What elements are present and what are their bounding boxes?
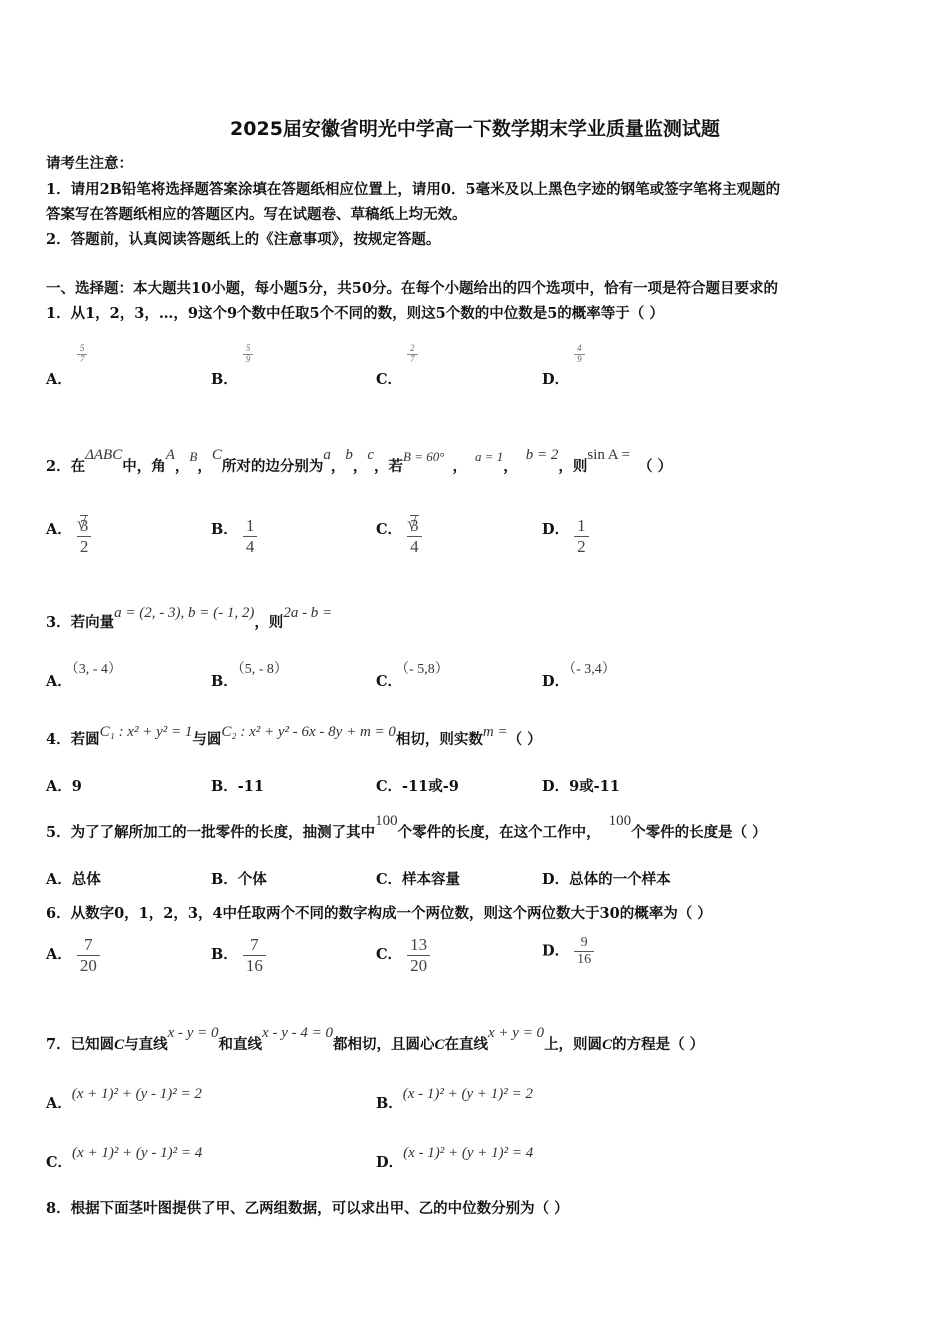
- q7-option-c-label: C．: [46, 1154, 73, 1171]
- q2-option-b-label: B．: [211, 521, 238, 539]
- notice-line-1-cont: 答案写在答题纸相应的答题区内。写在试题卷、草稿纸上均无效。: [46, 206, 467, 223]
- q7-option-b-value: (x - 1)² + (y + 1)² = 2: [402, 1086, 533, 1102]
- q6-option-d-label: D．: [542, 942, 570, 960]
- q6-option-a-fraction: $\frac{7}{20}$: [77, 935, 100, 975]
- q3-option-d-label: D．: [542, 673, 570, 690]
- q6-option-a-label: A．: [46, 946, 72, 964]
- q1-option-a[interactable]: [46, 342, 87, 388]
- q1-stem: 1．从1，2，3，…，9这个9个数中任取5个不同的数，则这5个数的中位数是5的概率等于（ ）: [46, 305, 664, 322]
- q4-option-a[interactable]: A．9: [46, 778, 82, 795]
- q2-option-d-fraction: $\frac{1}{2}$: [574, 516, 589, 556]
- q2-option-a-label: A．: [46, 521, 72, 539]
- q5-option-c[interactable]: C．样本容量: [376, 871, 461, 888]
- q1-option-b-fraction: $\frac{5}{9}$: [243, 344, 254, 365]
- q2-option-a[interactable]: [46, 516, 91, 556]
- q6-stem: 6．从数字0，1，2，3，4中任取两个不同的数字构成一个两位数，则这个两位数大于30的概率为（ ）: [46, 905, 712, 922]
- q3-option-b-value: （5, - 8）: [237, 662, 288, 677]
- q7-option-a-value: (x + 1)² + (y - 1)² = 2: [71, 1086, 202, 1102]
- q4-option-d[interactable]: D．9或-11: [542, 778, 620, 795]
- q3-option-d-value: （- 3,4）: [569, 662, 616, 677]
- q2-option-a-fraction: √ $\frac{3}{2}$: [77, 516, 92, 556]
- q5-stem: 5．为了了解所加工的一批零件的长度，抽测了其中100个零件的长度，在这个工作中，100个零件的长度是（ ）: [46, 813, 767, 841]
- q6-option-c-fraction: $\frac{13}{20}$: [407, 935, 430, 975]
- q6-option-b[interactable]: [211, 935, 266, 975]
- q1-option-a-fraction: $\frac{5}{7}$: [77, 344, 88, 365]
- q6-option-c[interactable]: [376, 935, 430, 975]
- q4-stem: 4．若圆C₁ : x² + y² = 1与圆C₂ : x² + y² - 6x - 8y + m = 0相切，则实数m =（ ）: [46, 724, 542, 748]
- q1-option-c-label: C．: [376, 371, 403, 388]
- q6-option-a[interactable]: [46, 935, 100, 975]
- q7-option-b-label: B．: [376, 1095, 403, 1112]
- notice-heading: 请考生注意：: [46, 155, 133, 172]
- q2-option-c-label: C．: [376, 521, 403, 539]
- q1-option-b[interactable]: [211, 342, 253, 388]
- q7-option-a-label: A．: [46, 1095, 72, 1112]
- q8-stem: 8．根据下面茎叶图提供了甲、乙两组数据，可以求出甲、乙的中位数分别为（ ）: [46, 1200, 569, 1217]
- q7-option-a[interactable]: [46, 1086, 202, 1113]
- q7-option-c-value: (x + 1)² + (y - 1)² = 4: [72, 1145, 203, 1161]
- q2-option-b[interactable]: [211, 516, 257, 556]
- q1-option-b-label: B．: [211, 371, 238, 388]
- q3-option-a-value: （3, - 4）: [71, 662, 122, 677]
- q7-option-c[interactable]: [46, 1145, 203, 1172]
- q3-option-c-value: （- 5,8）: [402, 662, 449, 677]
- q1-option-d-fraction: $\frac{4}{9}$: [574, 344, 585, 365]
- q3-option-b-label: B．: [211, 673, 238, 690]
- q5-option-a[interactable]: A．总体: [46, 871, 101, 888]
- q6-option-d-fraction: $\frac{9}{16}$: [574, 935, 594, 968]
- q1-option-c[interactable]: [376, 342, 418, 388]
- q2-option-b-fraction: $\frac{1}{4}$: [243, 516, 258, 556]
- q4-option-b[interactable]: B．-11: [211, 778, 264, 795]
- q3-option-a-label: A．: [46, 673, 72, 690]
- q3-option-c[interactable]: [376, 662, 449, 691]
- q1-option-d[interactable]: [542, 342, 585, 388]
- q6-option-b-label: B．: [211, 946, 238, 964]
- q1-option-a-label: A．: [46, 371, 72, 388]
- q3-option-c-label: C．: [376, 673, 403, 690]
- q3-option-a[interactable]: [46, 662, 122, 691]
- q2-option-d[interactable]: [542, 516, 589, 556]
- q5-option-b[interactable]: B．个体: [211, 871, 267, 888]
- q1-option-c-fraction: $\frac{2}{7}$: [407, 344, 418, 365]
- notice-line-1: 1．请用2B铅笔将选择题答案涂填在答题纸相应位置上，请用0．5毫米及以上黑色字迹的钢笔或签字笔将主观题的: [46, 181, 781, 198]
- q3-option-d[interactable]: [542, 662, 616, 691]
- q1-option-d-label: D．: [542, 371, 570, 388]
- notice-line-2: 2．答题前，认真阅读答题纸上的《注意事项》，按规定答题。: [46, 231, 441, 248]
- q7-option-d-label: D．: [376, 1154, 404, 1171]
- q7-option-b[interactable]: [376, 1086, 533, 1113]
- q6-option-c-label: C．: [376, 946, 403, 964]
- q5-option-d[interactable]: D．总体的一个样本: [542, 871, 671, 888]
- q7-stem: 7．已知圆C与直线x - y = 0和直线x - y - 4 = 0都相切，且圆心C在直线x + y = 0上，则圆C的方程是（ ）: [46, 1025, 705, 1053]
- page-title: 2025届安徽省明光中学高一下数学期末学业质量监测试题: [230, 118, 720, 140]
- q7-option-d-value: (x - 1)² + (y + 1)² = 4: [403, 1145, 534, 1161]
- q2-stem: 2．在ΔABC中，角A，B，C所对的边分别为a，b，c，若B = 60°，a = 1，b = 2，则sin A =（ ）: [46, 447, 673, 475]
- q4-option-c[interactable]: C．-11或-9: [376, 778, 459, 795]
- q3-option-b[interactable]: [211, 662, 288, 691]
- q3-stem: 3．若向量a = (2, - 3), b = (- 1, 2)，则2a - b =: [46, 605, 333, 631]
- q7-option-d[interactable]: [376, 1145, 534, 1172]
- q6-option-d[interactable]: [542, 935, 594, 968]
- q2-option-c-fraction: √ $\frac{3}{4}$: [407, 516, 422, 556]
- q2-option-d-label: D．: [542, 521, 570, 539]
- q2-option-c[interactable]: [376, 516, 422, 556]
- q6-option-b-fraction: $\frac{7}{16}$: [243, 935, 266, 975]
- section-heading: 一、选择题：本大题共10小题，每小题5分，共50分。在每个小题给出的四个选项中，恰有一项是符合题目要求的: [46, 280, 778, 297]
